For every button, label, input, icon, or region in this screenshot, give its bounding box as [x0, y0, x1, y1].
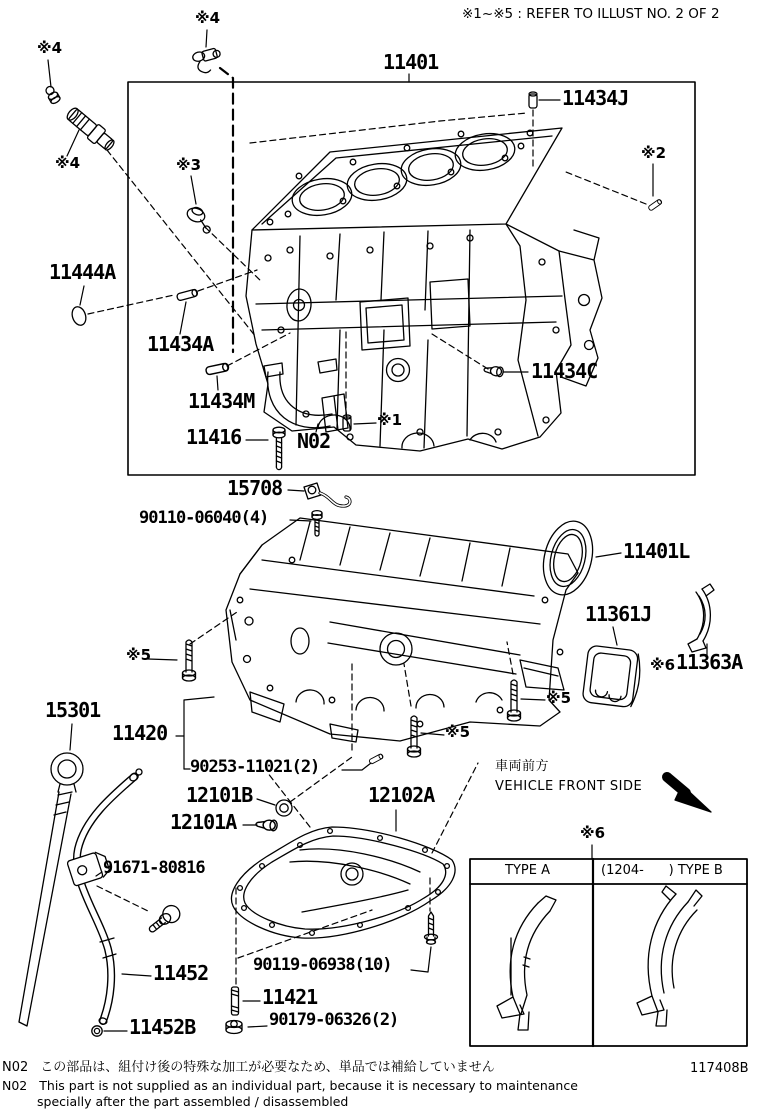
frame-box [128, 82, 695, 475]
callout-90179: 90179-06326(2) [269, 1010, 399, 1030]
callout-90110: 90110-06040(4) [139, 508, 269, 528]
vehicle-front-jp: 車両前方 [495, 759, 550, 774]
ref-mark-4a: ※4 [37, 39, 63, 57]
callout-11434M: 11434M [188, 389, 255, 413]
footnote-jp: N02 この部品は、組付け後の特殊な加工が必要なため、単品では補給していません [2, 1060, 495, 1075]
table-header-type-a: TYPE A [505, 863, 550, 878]
ref-mark-5a: ※5 [126, 646, 152, 664]
ref-mark-3: ※3 [176, 156, 202, 174]
callout-11363A: 11363A [676, 650, 743, 674]
callout-11420: 11420 [112, 721, 168, 745]
callout-11452B: 11452B [129, 1015, 196, 1039]
callout-90253: 90253-11021(2) [190, 757, 320, 777]
ref-mark-5c: ※5 [546, 689, 572, 707]
ref-mark-5b: ※5 [445, 723, 471, 741]
footnote-en-1: N02 This part is not supplied as an individual part, because it is necessary to maintenance [2, 1078, 578, 1093]
callout-11401: 11401 [383, 50, 439, 74]
callout-11361J: 11361J [585, 602, 652, 626]
table-header-type-b: (1204- ) TYPE B [601, 863, 723, 878]
cylinder-block-upper-drawing [246, 128, 602, 451]
ref-mark-6a: ※6 [650, 656, 676, 674]
callout-15301: 15301 [45, 698, 101, 722]
thick-dashed-line [220, 68, 233, 352]
callout-12101A: 12101A [170, 810, 237, 834]
ref-mark-6b: ※6 [580, 824, 606, 842]
variant-table-lines [470, 859, 747, 1046]
callout-15708: 15708 [227, 476, 283, 500]
callout-11434C: 11434C [531, 359, 598, 383]
gage-guide-tube-drawing [67, 769, 142, 1025]
callout-11444A: 11444A [49, 260, 116, 284]
ref-mark-4c: ※4 [195, 9, 221, 27]
callout-91671: 91671-80816 [103, 858, 205, 878]
callout-11434J: 11434J [562, 86, 629, 110]
ref-mark-1: ※1 [377, 411, 403, 429]
callout-11421: 11421 [262, 985, 318, 1009]
callout-11401L: 11401L [623, 539, 690, 563]
bracket-drawing [688, 584, 714, 652]
callout-12101B: 12101B [186, 783, 253, 807]
seal-retainer-drawing [582, 645, 643, 708]
footnote-en-2: specially after the part assembled / disassembled [37, 1094, 349, 1109]
oil-pan-drawing [231, 827, 455, 938]
cylinder-block-lower-drawing [226, 518, 578, 742]
callout-11452: 11452 [153, 961, 209, 985]
ref-mark-2: ※2 [641, 144, 667, 162]
vehicle-front-en: VEHICLE FRONT SIDE [495, 779, 643, 794]
callout-11416: 11416 [186, 425, 242, 449]
callout-11434A: 11434A [147, 332, 214, 356]
callout-90119: 90119-06938(10) [253, 955, 392, 975]
leader-lines [48, 30, 707, 1031]
illustration-code: 117408B [690, 1061, 749, 1076]
vehicle-front-arrow [667, 777, 711, 812]
oil-level-gage-drawing [19, 753, 83, 1026]
refer-note: ※1~※5 : REFER TO ILLUST NO. 2 OF 2 [462, 6, 720, 22]
callout-N02: N02 [297, 429, 331, 453]
callout-12102A: 12102A [368, 783, 435, 807]
ref-mark-4b: ※4 [55, 154, 81, 172]
